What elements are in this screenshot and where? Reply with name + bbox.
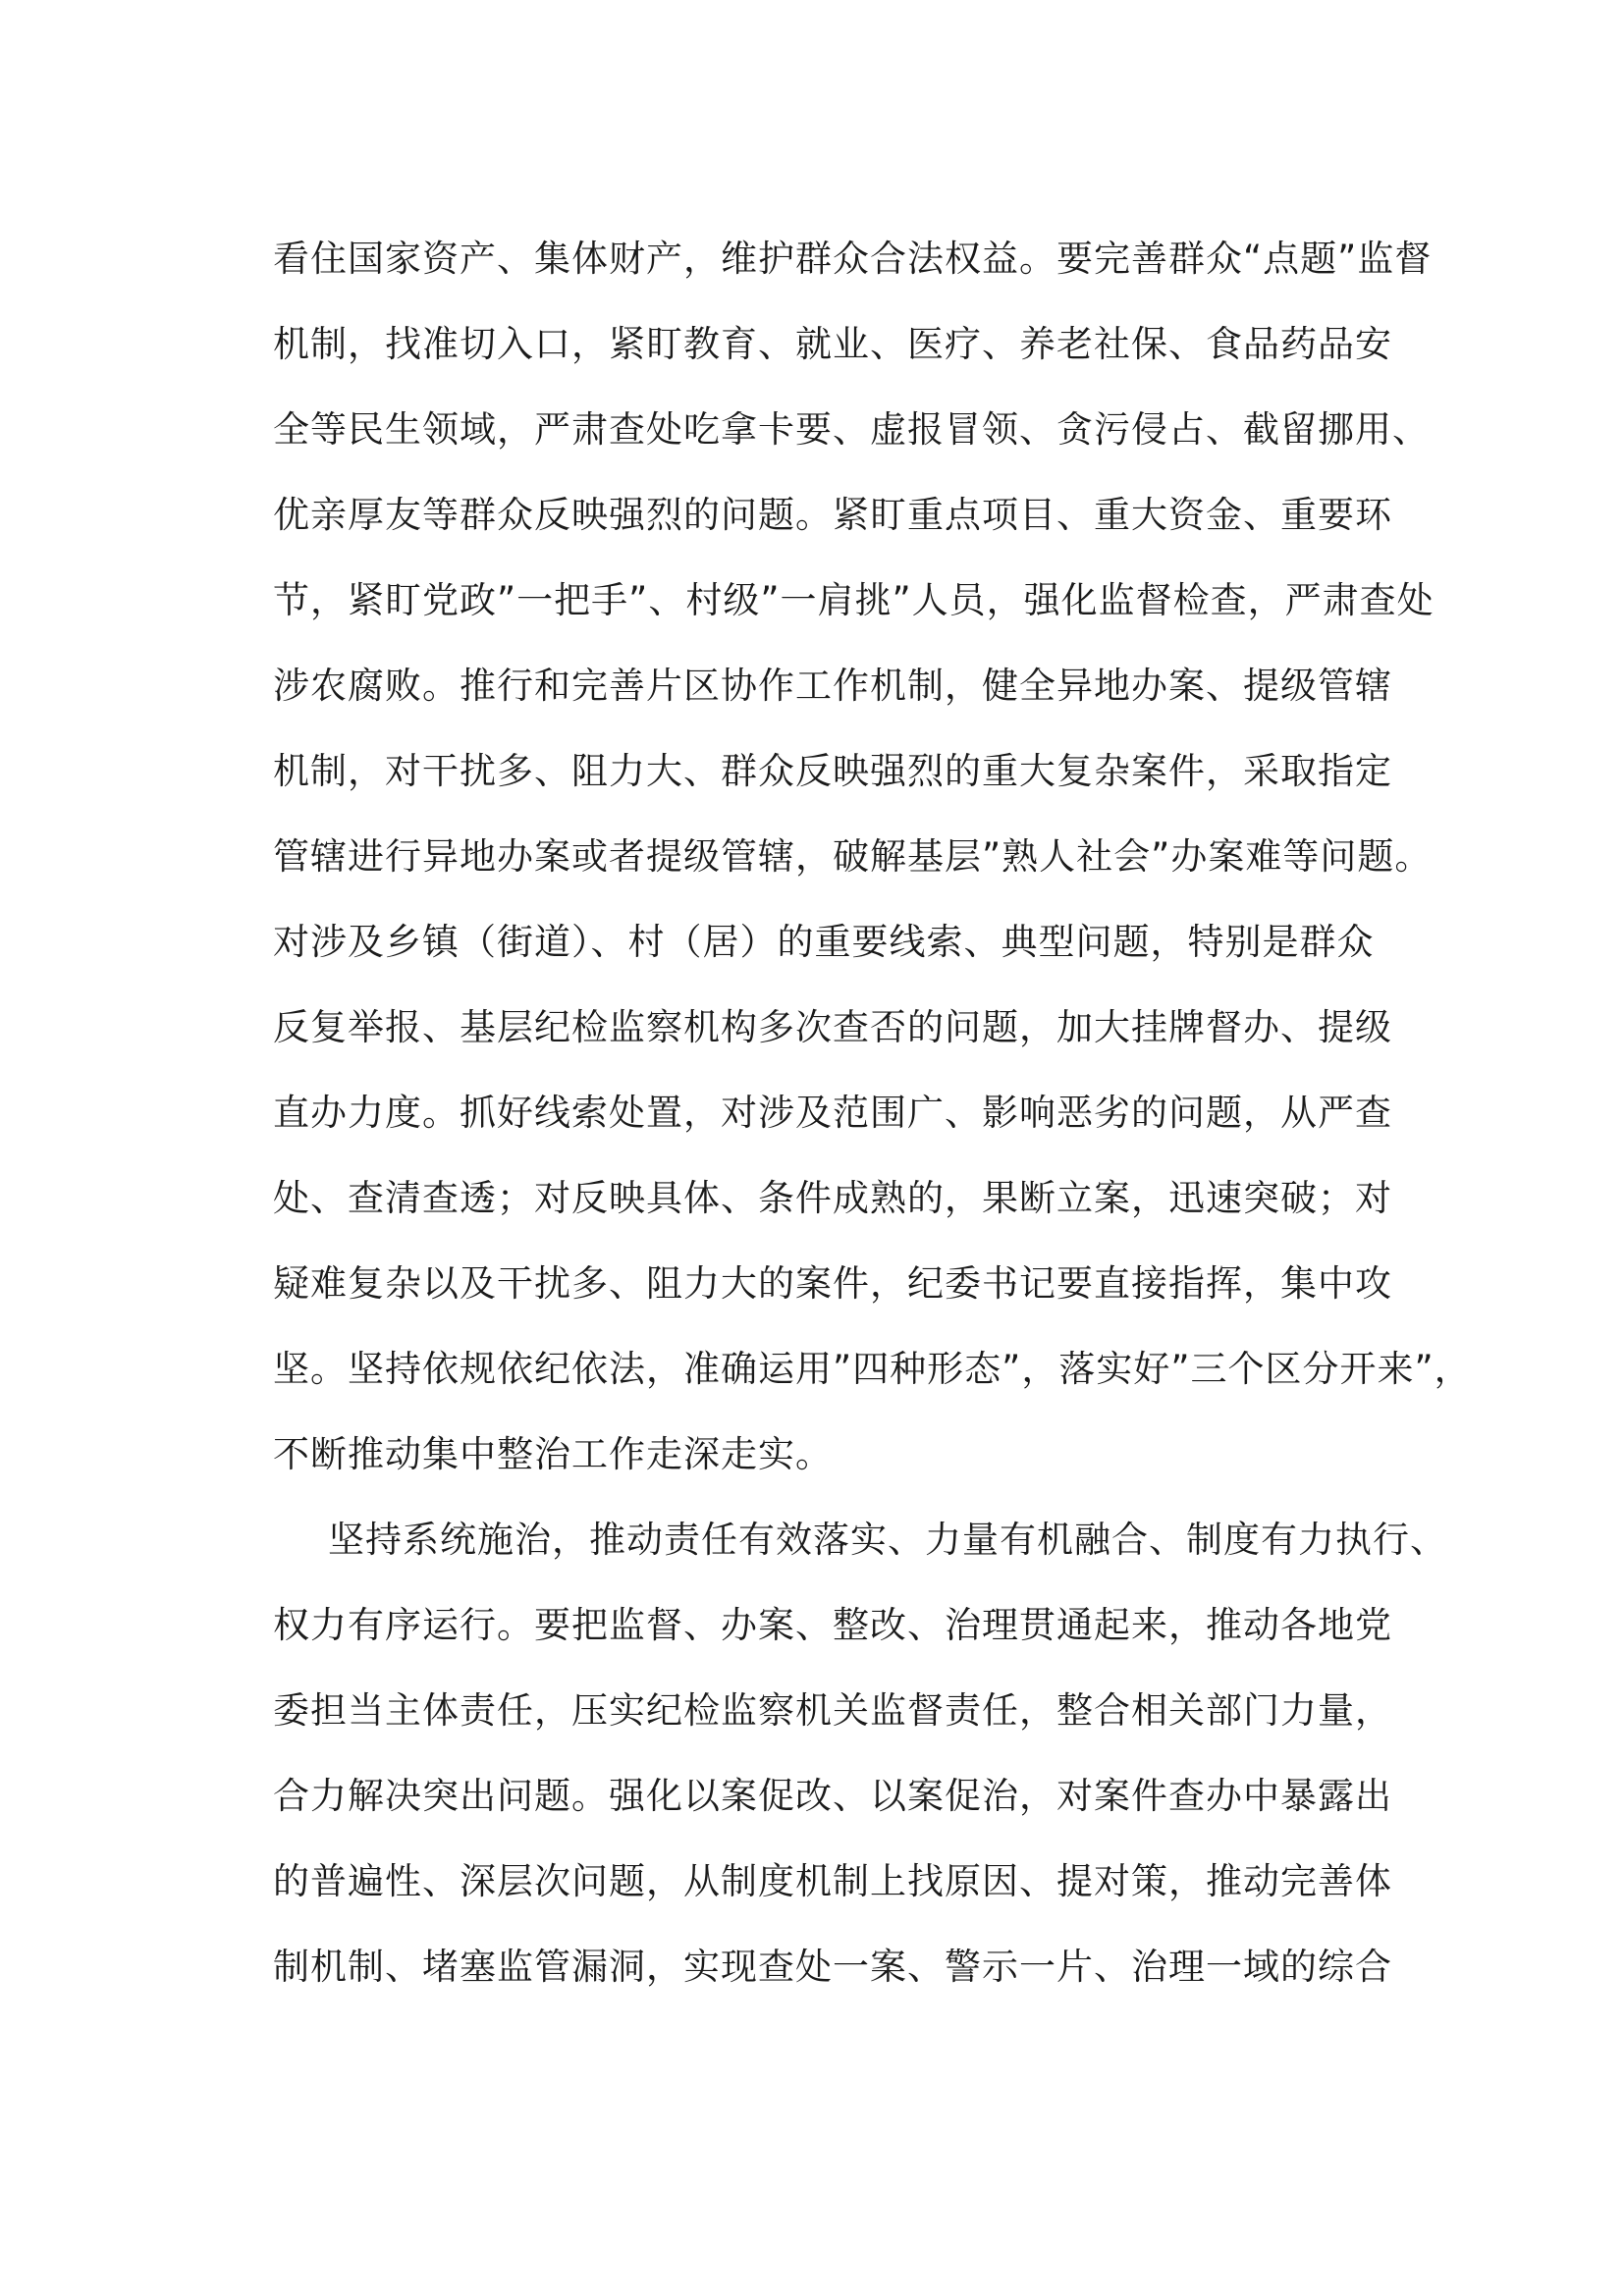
paragraph-line: 权力有序运行。要把监督、办案、整改、治理贯通起来，推动各地党 (273, 1604, 1392, 1646)
paragraph-line: 不断推动集中整治工作走深走实。 (273, 1433, 833, 1475)
paragraph-line: 节，紧盯党政”一把手”、村级”一肩挑”人员，强化监督检查，严肃查处 (273, 579, 1435, 621)
paragraph-line: 直办力度。抓好线索处置，对涉及范围广、影响恶劣的问题，从严查 (273, 1092, 1392, 1134)
paragraph-line: 全等民生领域，严肃查处吃拿卡要、虚报冒领、贪污侵占、截留挪用、 (273, 408, 1430, 451)
paragraph-line: 涉农腐败。推行和完善片区协作工作机制，健全异地办案、提级管辖 (273, 665, 1392, 707)
paragraph-line: 对涉及乡镇（街道）、村（居）的重要线索、典型问题，特别是群众 (273, 921, 1375, 963)
paragraph-line: 优亲厚友等群众反映强烈的问题。紧盯重点项目、重大资金、重要环 (273, 494, 1392, 536)
paragraph-line: 坚持系统施治，推动责任有效落实、力量有机融合、制度有力执行、 (328, 1519, 1447, 1561)
paragraph-line: 看住国家资产、集体财产，维护群众合法权益。要完善群众“点题”监督 (273, 238, 1433, 280)
paragraph-line: 管辖进行异地办案或者提级管辖，破解基层”熟人社会”办案难等问题。 (273, 835, 1433, 878)
paragraph-line: 机制，找准切入口，紧盯教育、就业、医疗、养老社保、食品药品安 (273, 323, 1392, 365)
paragraph-line: 机制，对干扰多、阻力大、群众反映强烈的重大复杂案件，采取指定 (273, 750, 1392, 792)
paragraph-line: 委担当主体责任，压实纪检监察机关监督责任，整合相关部门力量， (273, 1689, 1392, 1732)
paragraph-line: 的普遍性、深层次问题，从制度机制上找原因、提对策，推动完善体 (273, 1860, 1392, 1902)
paragraph-line: 坚。坚持依规依纪依法，准确运用”四种形态”，落实好”三个区分开来”， (273, 1348, 1472, 1390)
paragraph-1 (273, 216, 1472, 1497)
paragraph-line: 反复举报、基层纪检监察机构多次查否的问题，加大挂牌督办、提级 (273, 1006, 1392, 1048)
paragraph-line: 疑难复杂以及干扰多、阻力大的案件，纪委书记要直接指挥，集中攻 (273, 1262, 1392, 1305)
paragraph-line: 处、查清查透；对反映具体、条件成熟的，果断立案，迅速突破；对 (273, 1177, 1392, 1219)
paragraph-line: 制机制、堵塞监管漏洞，实现查处一案、警示一片、治理一域的综合 (273, 1946, 1392, 1988)
paragraph-2 (273, 1497, 1447, 2009)
paragraph-line: 合力解决突出问题。强化以案促改、以案促治，对案件查办中暴露出 (273, 1775, 1392, 1817)
